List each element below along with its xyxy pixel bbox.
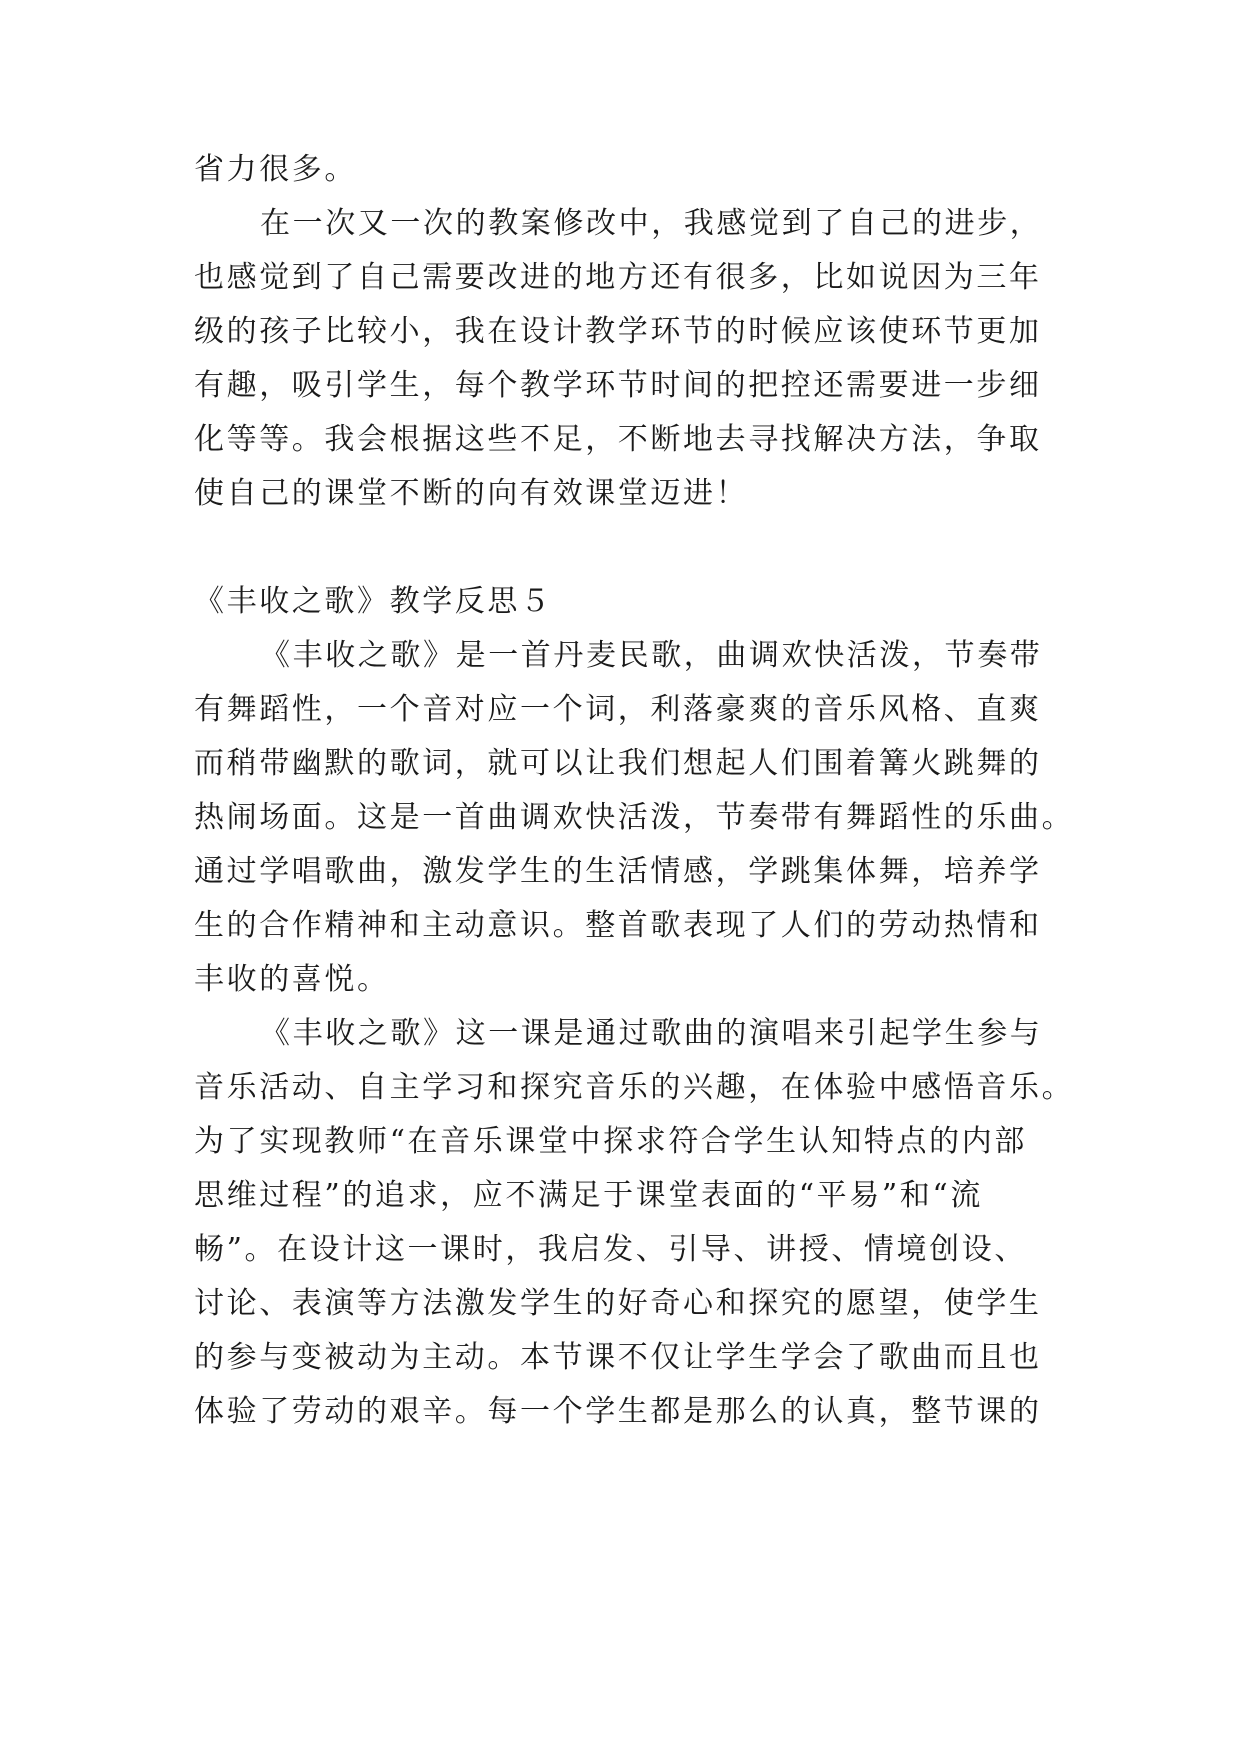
- text-line: 体验了劳动的艰辛。每一个学生都是那么的认真，整节课的: [194, 1394, 1042, 1429]
- text-line: 通过学唱歌曲，激发学生的生活情感，学跳集体舞，培养学: [194, 854, 1042, 889]
- paragraph-start-line: 《丰收之歌》是一首丹麦民歌，曲调欢快活泼，节奏带: [260, 638, 1043, 673]
- text-line: 思维过程”的追求，应不满足于课堂表面的“平易”和“流: [194, 1178, 983, 1213]
- text-line: 音乐活动、自主学习和探究音乐的兴趣，在体验中感悟音乐。: [194, 1070, 1075, 1105]
- text-line: 省力很多。: [194, 152, 357, 187]
- text-line: 的参与变被动为主动。本节课不仅让学生学会了歌曲而且也: [194, 1340, 1042, 1375]
- text-line: 有趣，吸引学生，每个教学环节时间的把控还需要进一步细: [194, 368, 1042, 403]
- text-line: 生的合作精神和主动意识。整首歌表现了人们的劳动热情和: [194, 908, 1042, 943]
- text-line: 为了实现教师“在音乐课堂中探求符合学生认知特点的内部: [194, 1124, 1027, 1159]
- text-line: 有舞蹈性，一个音对应一个词，利落豪爽的音乐风格、直爽: [194, 692, 1042, 727]
- text-line: 畅”。在设计这一课时，我启发、引导、讲授、情境创设、: [194, 1232, 1027, 1267]
- text-line: 热闹场面。这是一首曲调欢快活泼，节奏带有舞蹈性的乐曲。: [194, 800, 1075, 835]
- text-line: 讨论、表演等方法激发学生的好奇心和探究的愿望，使学生: [194, 1286, 1042, 1321]
- text-line: 丰收的喜悦。: [194, 962, 390, 997]
- text-line: 也感觉到了自己需要改进的地方还有很多，比如说因为三年: [194, 260, 1042, 295]
- text-line: 级的孩子比较小，我在设计教学环节的时候应该使环节更加: [194, 314, 1042, 349]
- section-heading: 《丰收之歌》教学反思５: [194, 584, 553, 619]
- text-line: 而稍带幽默的歌词，就可以让我们想起人们围着篝火跳舞的: [194, 746, 1042, 781]
- paragraph-start-line: 在一次又一次的教案修改中，我感觉到了自己的进步，: [260, 206, 1043, 241]
- text-line: 使自己的课堂不断的向有效课堂迈进！: [194, 476, 749, 511]
- text-line: 化等等。我会根据这些不足，不断地去寻找解决方法，争取: [194, 422, 1042, 457]
- paragraph-start-line: 《丰收之歌》这一课是通过歌曲的演唱来引起学生参与: [260, 1016, 1043, 1051]
